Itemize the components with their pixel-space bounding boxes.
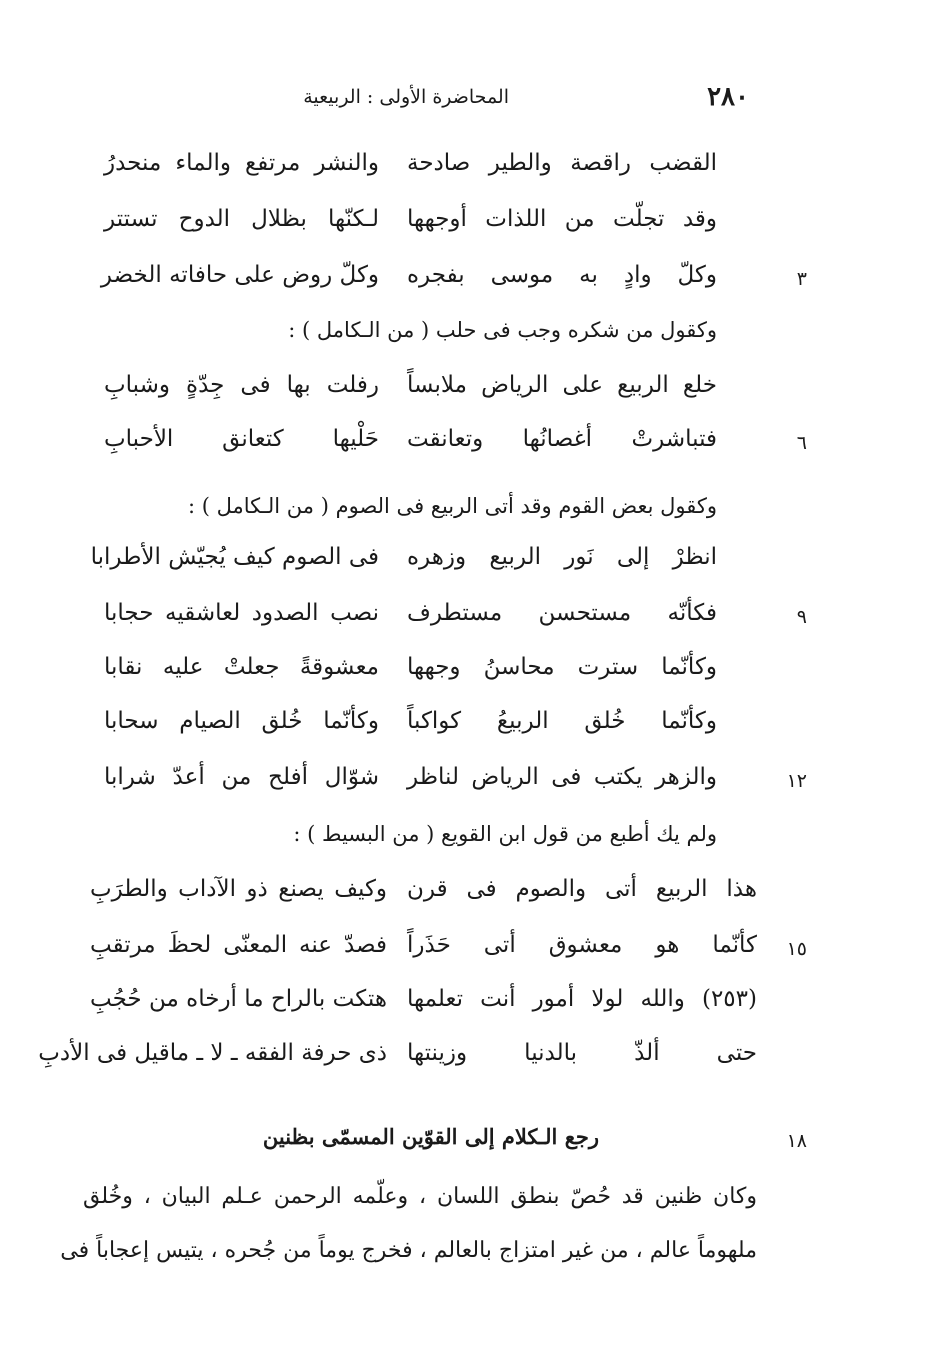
verse-line xyxy=(0,150,939,190)
verse-first-hemistich: وكأنّما سترت محاسنُ وجهها xyxy=(407,654,717,680)
verse-line xyxy=(0,764,939,804)
verse-line xyxy=(0,372,939,412)
line-number: ٦ xyxy=(796,432,807,454)
verse-intro-line xyxy=(0,822,939,862)
verse-first-hemistich: والزهر يكتب فى الرياض لناظر xyxy=(407,764,717,790)
verse-line xyxy=(0,986,939,1026)
running-title: المحاضرة الأولى : الربيعية xyxy=(303,86,509,108)
verse-first-hemistich: فتباشرتْ أغصانُها وتعانقت xyxy=(407,426,717,452)
verse-first-hemistich: خلع الربيع على الرياض ملابساً xyxy=(407,372,717,398)
verse-first-hemistich: هذا الربيع أتى والصوم فى قرن xyxy=(407,876,757,902)
prose-text: ملهوماً عالم ، من غير امتزاج بالعالم ، فخرج يوماً من جُحره ، يتيس إعجاباً فى xyxy=(60,1238,757,1263)
prose-line xyxy=(0,1238,939,1278)
verse-second-hemistich: حَلْيها كتعانق الأحبابِ xyxy=(104,426,379,452)
verse-line xyxy=(0,876,939,916)
verse-line xyxy=(0,426,939,466)
verse-second-hemistich: فصدّ عنه المعنّى لحظَ مرتقبِ xyxy=(90,932,387,958)
verse-intro: وكقول بعض القوم وقد أتى الربيع فى الصوم ( من الـكامل ) : xyxy=(187,494,717,518)
verse-first-hemistich: وكأنّما خُلق الربيعُ كواكباً xyxy=(407,708,717,734)
line-number: ٣ xyxy=(796,268,807,290)
verse-first-hemistich: (٢٥٣) والله لولا أمور أنت تعلمها xyxy=(407,986,757,1012)
line-number: ١٢ xyxy=(786,770,807,792)
verse-intro-line xyxy=(0,494,939,534)
verse-second-hemistich: لـكنّها بظلال الدوح تستتر xyxy=(104,206,379,232)
verse-line xyxy=(0,932,939,972)
prose-text: وكان ظنين قد حُصّ بنطق اللسان ، وعلّمه الرحمن عـلم البيان ، وخُلق xyxy=(83,1184,757,1209)
verse-line xyxy=(0,544,939,584)
prose-line xyxy=(0,1184,939,1224)
verse-first-hemistich: انظرْ إلى نَور الربيع وزهره xyxy=(407,544,717,570)
line-number: ١٨ xyxy=(786,1130,807,1152)
verse-line xyxy=(0,1040,939,1080)
verse-second-hemistich: نصب الصدود لعاشقيه حجابا xyxy=(104,600,379,626)
verse-line xyxy=(0,654,939,694)
section-heading: رجع الـكلام إلى القوّين المسمّى بظنين xyxy=(262,1124,599,1149)
verse-intro: ولم يك أطبع من قول ابن القويع ( من البسيط ) : xyxy=(293,822,717,846)
verse-line xyxy=(0,600,939,640)
verse-second-hemistich: وكأنّما خُلق الصيام سحابا xyxy=(104,708,379,734)
verse-first-hemistich: وكلّ وادٍ به موسى بفجره xyxy=(407,262,717,288)
page-number: ٢٨٠ xyxy=(707,82,749,112)
verse-second-hemistich: معشوقةً جعلتْ عليه نقابا xyxy=(104,654,379,680)
verse-second-hemistich: والنشر مرتفع والماء منحدرُ xyxy=(104,150,379,176)
verse-first-hemistich: القضب راقصة والطير صادحة xyxy=(407,150,717,176)
verse-first-hemistich: فكأنّه مستحسن مستطرف xyxy=(407,600,717,626)
verse-line xyxy=(0,708,939,748)
verse-second-hemistich: وكلّ روض على حافاته الخضر xyxy=(100,262,379,288)
verse-first-hemistich: حتى ألذّ بالدنيا وزينتها xyxy=(407,1040,757,1066)
verse-first-hemistich: وقد تجلّت من اللذات أوجهها xyxy=(407,206,717,232)
verse-line xyxy=(0,262,939,302)
section-heading-line xyxy=(0,1124,939,1164)
verse-second-hemistich: ذى حرفة الفقه ـ لا ـ ماقيل فى الأدبِ xyxy=(38,1040,387,1066)
verse-intro-line xyxy=(0,318,939,358)
line-number: ٩ xyxy=(796,606,807,628)
page-header xyxy=(0,82,939,116)
line-number: ١٥ xyxy=(786,938,807,960)
verse-first-hemistich: كأنّما هو معشوق أتى حَذَراً xyxy=(407,932,757,958)
verse-line xyxy=(0,206,939,246)
verse-second-hemistich: وكيف يصنع ذو الآداب والطرَبِ xyxy=(90,876,387,902)
verse-second-hemistich: شوّال أفلح من أعدّ شرابا xyxy=(104,764,379,790)
verse-second-hemistich: فى الصوم كيف يُجيّش الأطرابا xyxy=(90,544,379,570)
verse-second-hemistich: رفلت بها فى جِدّةٍ وشبابِ xyxy=(104,372,379,398)
verse-second-hemistich: هتكت بالراح ما أرخاه من حُجُبِ xyxy=(90,986,387,1012)
verse-intro: وكقول من شكره وجب فى حلب ( من الـكامل ) : xyxy=(288,318,717,342)
